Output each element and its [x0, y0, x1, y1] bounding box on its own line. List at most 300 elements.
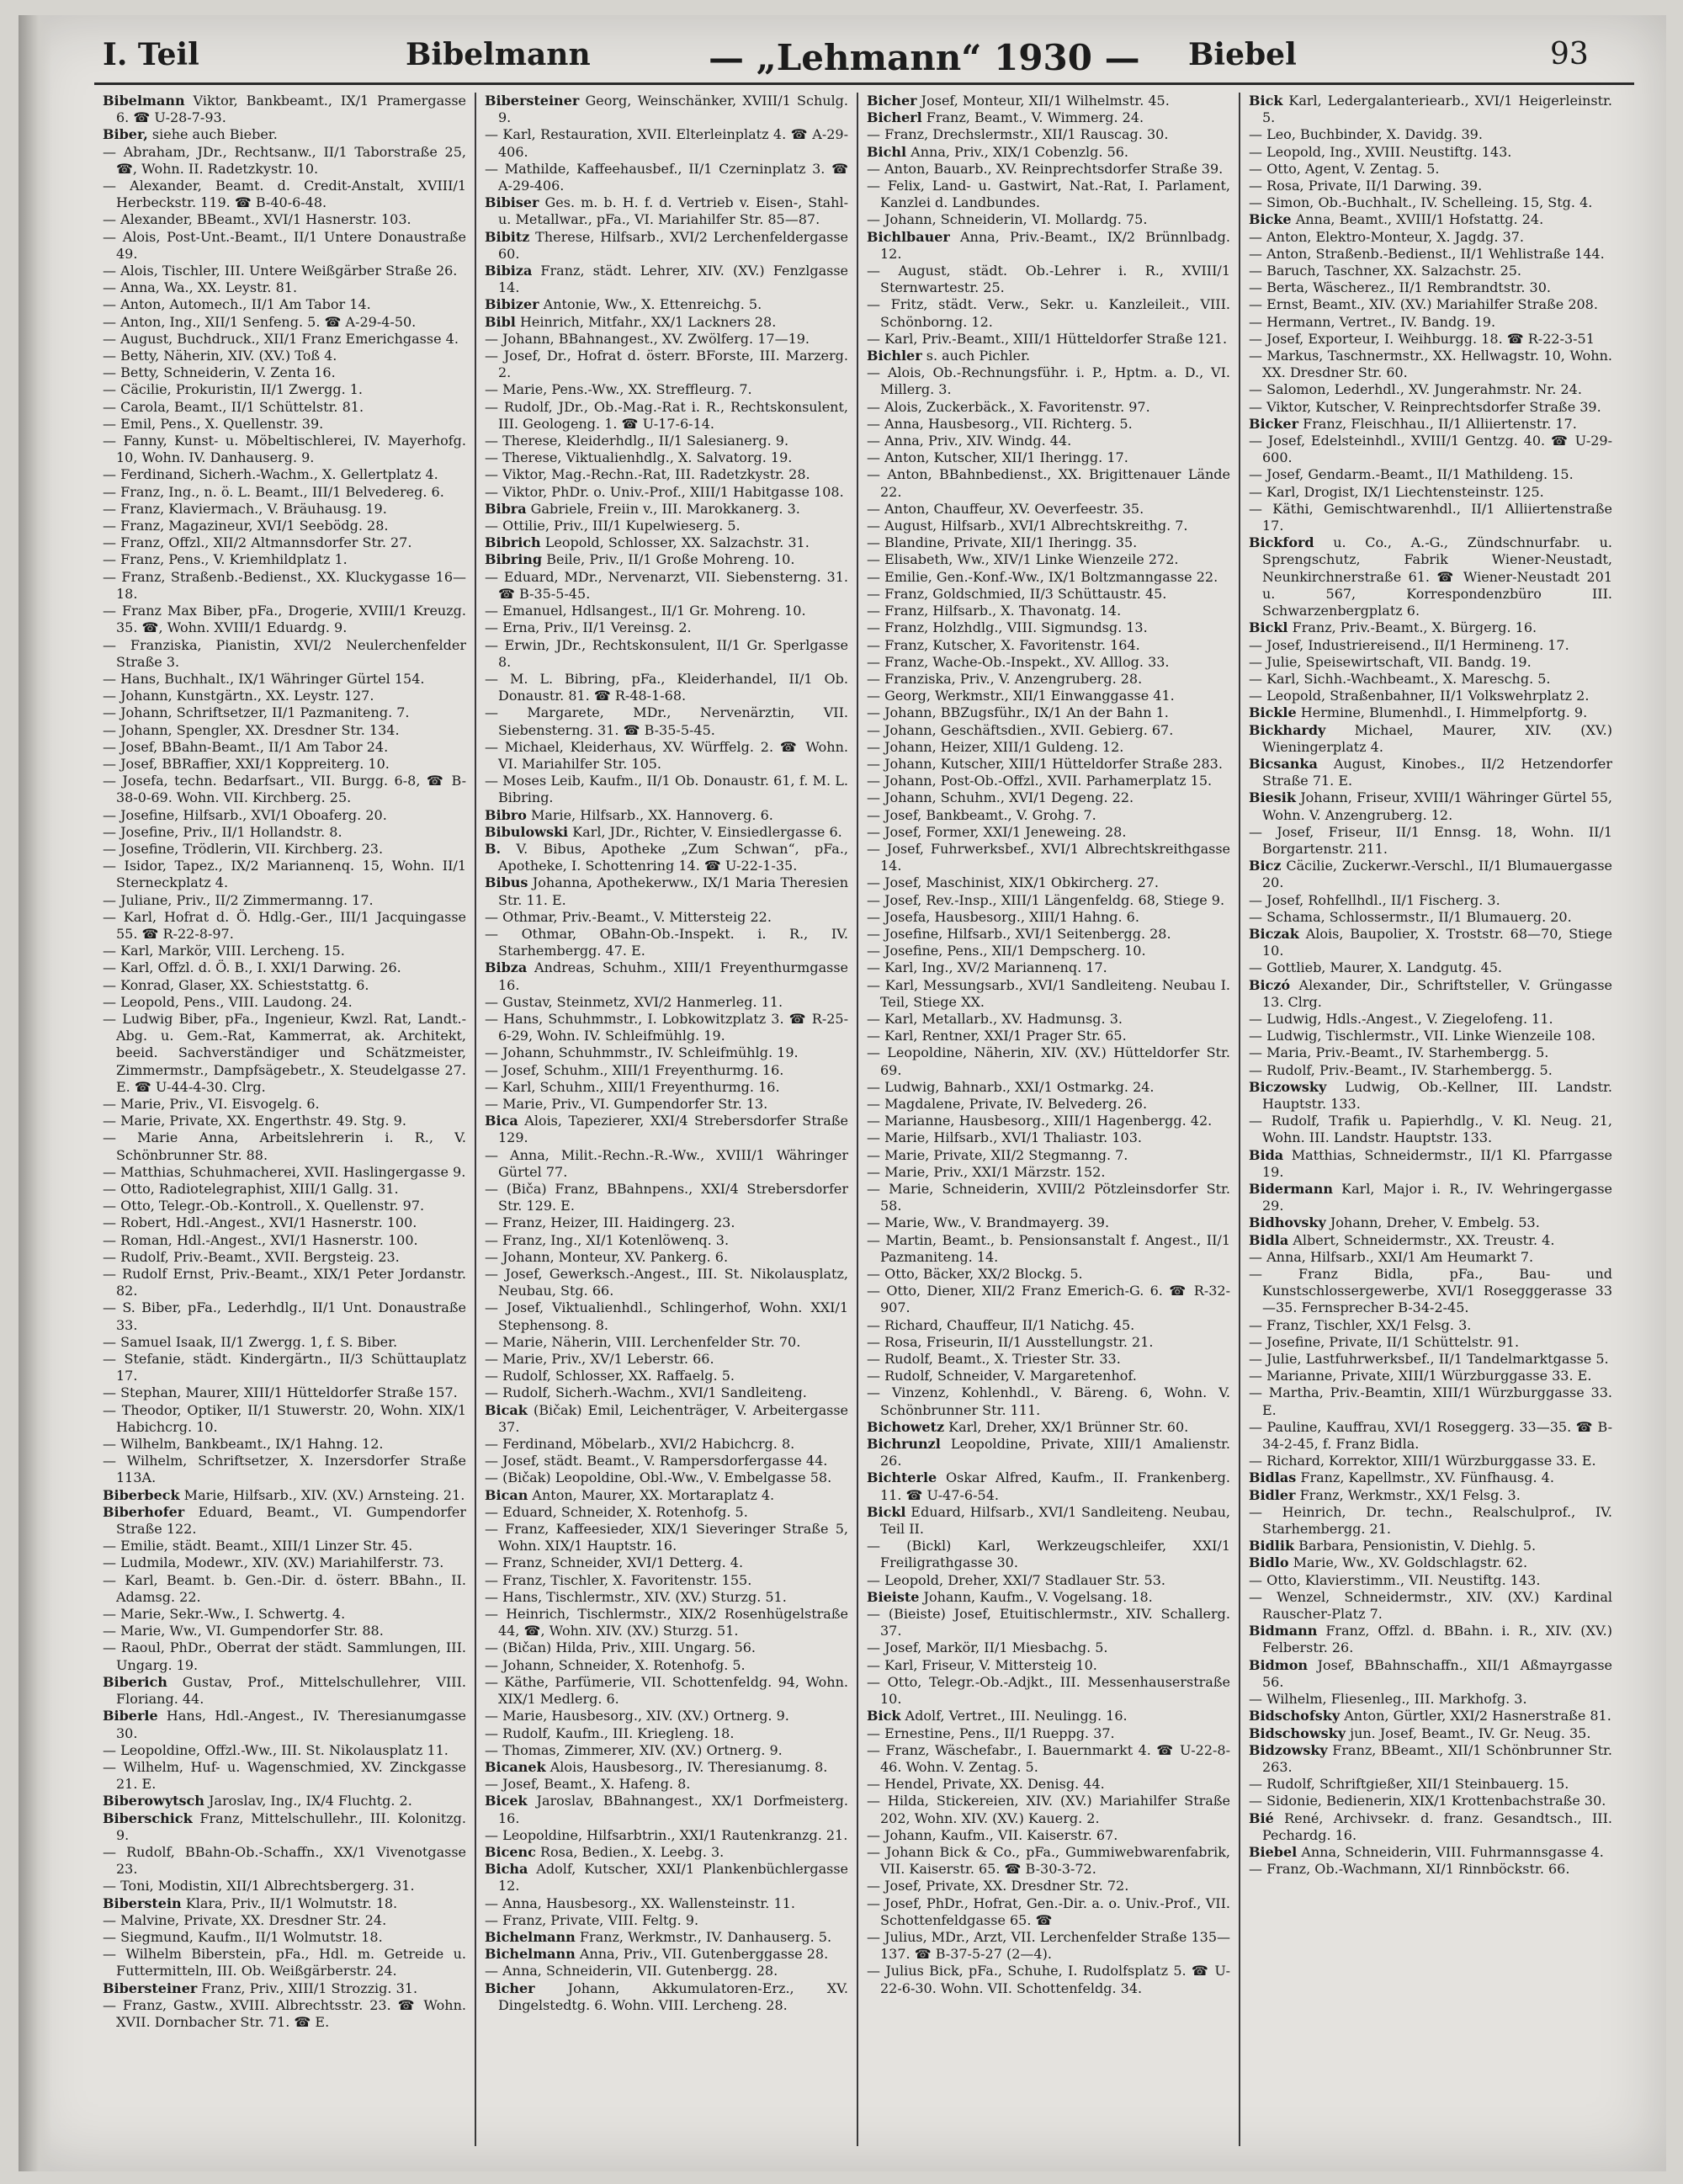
directory-entry: — Julius Bick, pFa., Schuhe, I. Rudolfsplatz 5. ☎ U-22-6-30. Wohn. VII. Schottenfeldg. 34. [867, 1963, 1230, 1996]
directory-entry: — Erwin, JDr., Rechtskonsulent, II/1 Gr. Sperlgasse 8. [485, 636, 848, 670]
directory-entry: — Marie, Priv., XXI/1 Märzstr. 152. [867, 1163, 1106, 1180]
directory-entry: Bick Adolf, Vertret., III. Neulingg. 16. [867, 1708, 1128, 1724]
directory-entry: — Josef, Schuhm., XIII/1 Freyenthurmg. 16. [485, 1061, 784, 1078]
directory-entry: Biebel Anna, Schneiderin, VIII. Fuhrmannsgasse 4. [1249, 1843, 1604, 1860]
directory-entry: — Heinrich, Dr. techn., Realschulprof., IV. Starhembergg. 21. [1249, 1503, 1612, 1538]
directory-entry: — Johann, Schriftsetzer, II/1 Pazmaniteng. 7. [103, 704, 410, 721]
directory-entry: Bickhardy Michael, Maurer, XIV. (XV.) Wieningerplatz 4. [1249, 721, 1612, 755]
directory-entry: — Anton, BBahnbedienst., XX. Brigittenauer Lände 22. [867, 466, 1230, 500]
directory-entry: — Rudolf, Schriftgießer, XII/1 Steinbauerg. 15. [1249, 1776, 1569, 1793]
directory-entry: — Franz Bidla, pFa., Bau- und Kunstschlossergewerbe, XVI/1 Rosegggerasse 33—35. Fernsprecher B-34-2-45. [1249, 1266, 1612, 1316]
directory-entry: — Marie, Priv., XV/1 Leberstr. 66. [485, 1351, 714, 1368]
directory-entry: — Johann, Heizer, XIII/1 Guldeng. 12. [867, 738, 1124, 755]
directory-entry: — Wilhelm Biberstein, pFa., Hdl. m. Getreide u. Futtermitteln, III. Ob. Weißgärberstr. 24. [103, 1946, 466, 1979]
directory-entry: — Wilhelm, Bankbeamt., IX/1 Hahng. 12. [103, 1436, 384, 1453]
directory-entry: — Franz, Kutscher, X. Favoritenstr. 164. [867, 636, 1140, 653]
directory-entry: — Fritz, städt. Verw., Sekr. u. Kanzleileit., VIII. Schönborng. 12. [867, 296, 1230, 330]
directory-entry: Bicanek Alois, Hausbesorg., IV. Theresianumg. 8. [485, 1758, 828, 1775]
directory-entry: — Otto, Telegr.-Ob.-Adjkt., III. Messenhauserstraße 10. [867, 1673, 1230, 1708]
directory-entry: — Anna, Schneiderin, VII. Gutenbergg. 28. [485, 1963, 778, 1979]
directory-entry: — Robert, Hdl.-Angest., XVI/1 Hasnerstr. 100. [103, 1214, 417, 1231]
directory-entry: Bican Anton, Maurer, XX. Mortaraplatz 4. [485, 1486, 775, 1503]
directory-entry: — Alois, Tischler, III. Untere Weißgärber Straße 26. [103, 263, 458, 279]
directory-entry: — Baruch, Taschner, XX. Salzachstr. 25. [1249, 263, 1522, 279]
directory-entry: — Johann, Post-Ob.-Offzl., XVII. Parhamerplatz 15. [867, 773, 1213, 789]
column-divider [1239, 93, 1240, 2146]
directory-entry: — Blandine, Private, XII/1 Iheringg. 35. [867, 534, 1138, 551]
directory-entry: — Erna, Priv., II/1 Vereinsg. 2. [485, 619, 692, 636]
directory-entry: — Anton, Ing., XII/1 Senfeng. 5. ☎ A-29-4-50. [103, 313, 417, 330]
directory-entry: Bicher Josef, Monteur, XII/1 Wilhelmstr. 45. [867, 93, 1170, 109]
directory-entry: Bidler Franz, Werkmstr., XX/1 Felsg. 3. [1249, 1486, 1521, 1503]
directory-entry: — Ludwig, Bahnarb., XXI/1 Ostmarkg. 24. [867, 1078, 1155, 1095]
directory-entry: Bichlbauer Anna, Priv.-Beamt., IX/2 Brünnlbadg. 12. [867, 228, 1230, 262]
directory-entry: — Rudolf, Priv.-Beamt., XVII. Bergsteig. 23. [103, 1248, 400, 1265]
directory-entry: Bida Matthias, Schneidermstr., II/1 Kl. Pfarrgasse 19. [1249, 1146, 1612, 1180]
directory-entry: — Alois, Ob.-Rechnungsführ. i. P., Hptm. a. D., VI. Millerg. 3. [867, 364, 1230, 398]
directory-entry: Bichler s. auch Pichler. [867, 348, 1031, 364]
directory-entry: — Josefine, Priv., II/1 Hollandstr. 8. [103, 823, 342, 840]
directory-entry: — August, Buchdruck., XII/1 Franz Emerichgasse 4. [103, 330, 459, 347]
directory-entry: — Josef, Viktualienhdl., Schlingerhof, Wohn. XXI/1 Stephensong. 8. [485, 1299, 848, 1333]
directory-entry: — Viktor, PhDr. o. Univ.-Prof., XIII/1 Habitgasse 108. [485, 483, 844, 500]
directory-entry: — Julie, Speisewirtschaft, VII. Bandg. 19. [1249, 653, 1532, 670]
directory-entry: — Josef, Markör, II/1 Miesbachg. 5. [867, 1639, 1108, 1656]
directory-entry: — Alexander, BBeamt., XVI/1 Hasnerstr. 103. [103, 211, 411, 228]
directory-entry: Bibro Marie, Hilfsarb., XX. Hannoverg. 6. [485, 806, 773, 823]
directory-entry: Bichowetz Karl, Dreher, XX/1 Brünner Str. 60. [867, 1418, 1189, 1435]
directory-entry: — Johann, Kaufm., VII. Kaiserstr. 67. [867, 1826, 1118, 1843]
directory-entry: — Franz, Hilfsarb., X. Thavonatg. 14. [867, 603, 1122, 619]
column-4 [1249, 93, 1612, 2146]
directory-entry: — Leopoldine, Näherin, XIV. (XV.) Hütteldorfer Str. 69. [867, 1044, 1230, 1078]
directory-entry: — Anna, Hausbesorg., VII. Richterg. 5. [867, 415, 1133, 432]
directory-entry: — Leo, Buchbinder, X. Davidg. 39. [1249, 126, 1483, 143]
directory-entry: — Rosa, Private, II/1 Darwing. 39. [1249, 178, 1483, 194]
directory-entry: — Ludwig, Hdls.-Angest., V. Ziegelofeng. 11. [1249, 1010, 1553, 1027]
directory-entry: — (Bickl) Karl, Werkzeugschleifer, XXI/1 Freiligrathgasse 30. [867, 1538, 1230, 1571]
directory-entry: — Anna, Priv., XIV. Windg. 44. [867, 433, 1072, 449]
directory-entry: Bidschofsky Anton, Gürtler, XXI/2 Hasnerstraße 81. [1249, 1708, 1611, 1724]
directory-entry: — Marie, Ww., V. Brandmayerg. 39. [867, 1214, 1110, 1231]
directory-entry: Bibl Heinrich, Mitfahr., XX/1 Lackners 28. [485, 313, 777, 330]
directory-entry: — Ernst, Beamt., XIV. (XV.) Mariahilfer Straße 208. [1249, 296, 1598, 313]
directory-entry: — Isidor, Tapez., IX/2 Mariannenq. 15, Wohn. II/1 Sterneckplatz 4. [103, 858, 466, 891]
page-number: 93 [1550, 37, 1589, 72]
directory-entry: — Otto, Klavierstimm., VII. Neustiftg. 143. [1249, 1571, 1541, 1588]
directory-entry: — Mathilde, Kaffeehausbef., II/1 Czerninplatz 3. ☎ A-29-406. [485, 160, 848, 194]
directory-entry: — Josefine, Hilfsarb., XVI/1 Oboaferg. 20. [103, 806, 387, 823]
directory-entry: — Johann Bick & Co., pFa., Gummiwebwarenfabrik, VII. Kaiserstr. 65. ☎ B-30-3-72. [867, 1843, 1230, 1878]
directory-entry: — Leopoldine, Hilfsarbtrin., XXI/1 Rautenkranzg. 21. [485, 1826, 848, 1843]
directory-entry: — Wenzel, Schneidermstr., XIV. (XV.) Kardinal Rauscher-Platz 7. [1249, 1588, 1612, 1623]
directory-entry: — Franz, Ing., n. ö. L. Beamt., III/1 Belvedereg. 6. [103, 483, 444, 500]
directory-entry: Biber, siehe auch Bieber. [103, 126, 278, 143]
directory-entry: — Sidonie, Bedienerin, XIX/1 Krottenbachstraße 30. [1249, 1793, 1606, 1809]
directory-entry: — Rosa, Friseurin, II/1 Ausstellungstr. 21. [867, 1333, 1154, 1350]
directory-entry: — Ottilie, Priv., III/1 Kupelwieserg. 5. [485, 518, 741, 534]
directory-entry: — Marie, Hausbesorg., XIV. (XV.) Ortnerg. 9. [485, 1708, 789, 1724]
directory-entry: — Karl, Restauration, XVII. Elterleinplatz 4. ☎ A-29-406. [485, 126, 848, 160]
directory-entry: — Vinzenz, Kohlenhdl., V. Bäreng. 6, Wohn. V. Schönbrunner Str. 111. [867, 1384, 1230, 1418]
header-last-name: Biebel [1188, 37, 1297, 72]
directory-entry: Biberowytsch Jaroslav, Ing., IX/4 Fluchtg. 2. [103, 1793, 412, 1809]
directory-entry: — Karl, Messungsarb., XVI/1 Sandleiteng. Neubau I. Teil, Stiege XX. [867, 976, 1230, 1010]
directory-entry: — Hans, Schuhmmstr., I. Lobkowitzplatz 3. ☎ R-25-6-29, Wohn. IV. Schleifmühlg. 19. [485, 1010, 848, 1044]
directory-entry: Bidlo Marie, Ww., XV. Goldschlagstr. 62. [1249, 1554, 1528, 1571]
directory-entry: Bichterle Oskar Alfred, Kaufm., II. Frankenberg. 11. ☎ U-47-6-54. [867, 1469, 1230, 1503]
directory-entry: — Betty, Näherin, XIV. (XV.) Toß 4. [103, 348, 337, 364]
directory-entry: — Franz, Ing., XI/1 Kotenlöwenq. 3. [485, 1231, 730, 1248]
directory-entry: — Hilda, Stickereien, XIV. (XV.) Mariahilfer Straße 202, Wohn. XIV. (XV.) Kauerg. 2. [867, 1793, 1230, 1826]
directory-entry: — Josefa, Hausbesorg., XIII/1 Hahng. 6. [867, 908, 1139, 925]
directory-entry: — Konrad, Glaser, XX. Schieststattg. 6. [103, 976, 369, 993]
directory-entry: Bichelmann Anna, Priv., VII. Gutenberggasse 28. [485, 1946, 829, 1963]
directory-entry: — Rudolf, Schneider, V. Margaretenhof. [867, 1368, 1137, 1384]
directory-entry: — Johann, Spengler, XX. Dresdner Str. 134. [103, 721, 400, 738]
directory-entry: — Franz, Heizer, III. Haidingerg. 23. [485, 1214, 735, 1231]
directory-entry: — Viktor, Kutscher, V. Reinprechtsdorfer Straße 39. [1249, 398, 1601, 415]
directory-entry: — Gottlieb, Maurer, X. Landgutg. 45. [1249, 959, 1502, 976]
directory-entry: — Therese, Viktualienhdlg., X. Salvatorg. 19. [485, 449, 793, 466]
directory-entry: — Julius, MDr., Arzt, VII. Lerchenfelder Straße 135—137. ☎ B-37-5-27 (2—4). [867, 1928, 1230, 1963]
directory-entry: — Samuel Isaak, II/1 Zwergg. 1, f. S. Biber. [103, 1333, 398, 1350]
directory-entry: Bickl Franz, Priv.-Beamt., X. Bürgerg. 16. [1249, 619, 1537, 636]
directory-entry: — Margarete, MDr., Nervenärztin, VII. Siebensterng. 31. ☎ B-35-5-45. [485, 704, 848, 738]
directory-entry: Bibus Johanna, Apothekerww., IX/1 Maria Theresien Str. 11. E. [485, 874, 848, 908]
directory-entry: Bichelmann Franz, Werkmstr., IV. Danhauserg. 5. [485, 1928, 832, 1945]
directory-entry: — Fanny, Kunst- u. Möbeltischlerei, IV. Mayerhofg. 10, Wohn. IV. Danhauserg. 9. [103, 433, 466, 466]
directory-entry: — (Bieiste) Josef, Etuitischlermstr., XIV. Schallerg. 37. [867, 1606, 1230, 1639]
directory-entry: — Anton, Straßenb.-Bedienst., II/1 Wehlistraße 144. [1249, 245, 1605, 262]
directory-entry: — Toni, Modistin, XII/1 Albrechtsbergerg. 31. [103, 1878, 415, 1894]
directory-entry: — Johann, Schneider, X. Rotenhofg. 5. [485, 1656, 746, 1673]
directory-entry: — (Biča) Franz, BBahnpens., XXI/4 Strebersdorfer Str. 129. E. [485, 1181, 848, 1214]
directory-entry: — Johann, BBahnangest., XV. Zwölferg. 17—19. [485, 330, 810, 347]
directory-entry: — Leopold, Ing., XVIII. Neustiftg. 143. [1249, 143, 1512, 160]
directory-entry: Biczó Alexander, Dir., Schriftsteller, V. Grüngasse 13. Clrg. [1249, 976, 1612, 1010]
directory-page [19, 15, 1666, 2171]
directory-entry: Bibelmann Viktor, Bankbeamt., IX/1 Pramergasse 6. ☎ U-28-7-93. [103, 93, 466, 126]
directory-entry: — August, Hilfsarb., XVI/1 Albrechtskreithg. 7. [867, 518, 1188, 534]
directory-entry: — Franz, Drechslermstr., XII/1 Rauscag. 30. [867, 126, 1169, 143]
column-divider [475, 93, 476, 2146]
directory-entry: Bibiza Franz, städt. Lehrer, XIV. (XV.) Fenzlgasse 14. [485, 263, 848, 296]
directory-entry: — (Bičan) Hilda, Priv., XIII. Ungarg. 56. [485, 1639, 757, 1656]
directory-entry: — Cäcilie, Prokuristin, II/1 Zwergg. 1. [103, 381, 364, 398]
directory-entry: Bidschowsky jun. Josef, Beamt., IV. Gr. Neug. 35. [1249, 1724, 1591, 1741]
directory-entry: — Emil, Pens., X. Quellenstr. 39. [103, 415, 324, 432]
header-rule [94, 82, 1634, 85]
directory-entry: — Otto, Radiotelegraphist, XIII/1 Gallg. 31. [103, 1181, 399, 1197]
directory-entry: — Georg, Werkmstr., XII/1 Einwanggasse 41. [867, 688, 1175, 704]
directory-entry: Bidlas Franz, Kapellmstr., XV. Fünfhausg. 4. [1249, 1469, 1554, 1486]
directory-entry: — Anton, Kutscher, XII/1 Iheringg. 17. [867, 449, 1128, 466]
directory-entry: Biberle Hans, Hdl.-Angest., IV. Theresianumgasse 30. [103, 1708, 466, 1741]
directory-entry: — Anton, Bauarb., XV. Reinprechtsdorfer Straße 39. [867, 160, 1224, 177]
directory-entry: — Pauline, Kauffrau, XVI/1 Roseggerg. 33—35. ☎ B-34-2-45, f. Franz Bidla. [1249, 1418, 1612, 1453]
directory-entry: Bicher Johann, Akkumulatoren-Erz., XV. Dingelstedtg. 6. Wohn. VIII. Lercheng. 28. [485, 1979, 848, 2013]
directory-entry: — Rudolf Ernst, Priv.-Beamt., XIX/1 Peter Jordanstr. 82. [103, 1266, 466, 1299]
directory-entry: Bidzowsky Franz, BBeamt., XII/1 Schönbrunner Str. 263. [1249, 1741, 1612, 1775]
directory-entry: Bibulowski Karl, JDr., Richter, V. Einsiedlergasse 6. [485, 823, 842, 840]
directory-entry: — Marie, Priv., VI. Eisvogelg. 6. [103, 1095, 320, 1112]
directory-entry: Bibrich Leopold, Schlosser, XX. Salzachstr. 31. [485, 534, 810, 551]
directory-entry: — Anna, Milit.-Rechn.-R.-Ww., XVIII/1 Währinger Gürtel 77. [485, 1146, 848, 1180]
directory-entry: — Josef, Rev.-Insp., XIII/1 Längenfeldg. 68, Stiege 9. [867, 891, 1225, 908]
directory-entry: Bibiser Ges. m. b. H. f. d. Vertrieb v. Eisen-, Stahl- u. Metallwar., pFa., VI. Mariahilfer Str. 85—87. [485, 194, 848, 228]
directory-entry: — Johann, Schneiderin, VI. Mollardg. 75. [867, 211, 1148, 228]
directory-entry: — Julie, Lastfuhrwerksbef., II/1 Tandelmarktgasse 5. [1249, 1351, 1609, 1368]
directory-entry: Bicek Jaroslav, BBahnangest., XX/1 Dorfmeisterg. 16. [485, 1793, 848, 1826]
directory-entry: — Josef, BBahn-Beamt., II/1 Am Tabor 24. [103, 738, 389, 755]
directory-entry: — Leopoldine, Offzl.-Ww., III. St. Nikolausplatz 11. [103, 1741, 449, 1758]
directory-entry: — Franz, Gastw., XVIII. Albrechtsstr. 23. ☎ Wohn. XVII. Dornbacher Str. 71. ☎ E. [103, 1996, 466, 2030]
directory-entry: — Hans, Tischlermstr., XIV. (XV.) Sturzg. 51. [485, 1588, 787, 1605]
directory-entry: Bicz Cäcilie, Zuckerwr.-Verschl., II/1 Blumauergasse 20. [1249, 858, 1612, 891]
directory-entry: — Franz, Tischler, XX/1 Felsg. 3. [1249, 1316, 1472, 1333]
directory-entry: Bicha Adolf, Kutscher, XXI/1 Plankenbüchlergasse 12. [485, 1861, 848, 1894]
directory-entry: — Rudolf, Schlosser, XX. Raffaelg. 5. [485, 1368, 735, 1384]
directory-entry: — Othmar, OBahn-Ob.-Inspekt. i. R., IV. Starhembergg. 47. E. [485, 925, 848, 959]
directory-entry: Biberschick Franz, Mittelschullehr., III. Kolonitzg. 9. [103, 1809, 466, 1843]
directory-entry: — Marie, Ww., VI. Gumpendorfer Str. 88. [103, 1623, 384, 1639]
directory-entry: — Betty, Schneiderin, V. Zenta 16. [103, 364, 336, 381]
header-part: I. Teil [103, 37, 199, 72]
directory-entry: — (Bičak) Leopoldine, Obl.-Ww., V. Embelgasse 58. [485, 1469, 832, 1486]
directory-entry: — Josef, Beamt., X. Hafeng. 8. [485, 1776, 691, 1793]
directory-entry: Bica Alois, Tapezierer, XXI/4 Strebersdorfer Straße 129. [485, 1113, 848, 1146]
directory-entry: — Karl, Schuhm., XIII/1 Freyenthurmg. 16. [485, 1078, 780, 1095]
columns [96, 93, 1636, 2146]
directory-entry: — Otto, Telegr.-Ob.-Kontroll., X. Quellenstr. 97. [103, 1198, 425, 1214]
directory-entry: — Eduard, MDr., Nervenarzt, VII. Siebensterng. 31. ☎ B-35-5-45. [485, 568, 848, 602]
directory-entry: — Johann, Kunstgärtn., XX. Leystr. 127. [103, 688, 374, 704]
directory-entry: — Anton, Chauffeur, XV. Oeverfeestr. 35. [867, 500, 1144, 517]
directory-entry: — Josef, Industriereisend., II/1 Hermineng. 17. [1249, 636, 1569, 653]
directory-entry: Biberich Gustav, Prof., Mittelschullehrer, VIII. Floriang. 44. [103, 1673, 466, 1708]
directory-entry: Bidmon Josef, BBahnschaffn., XII/1 Aßmayrgasse 56. [1249, 1656, 1612, 1690]
directory-entry: — Josef, Former, XXI/1 Jeneweing. 28. [867, 823, 1127, 840]
directory-entry: — Othmar, Priv.-Beamt., V. Mittersteig 22. [485, 908, 772, 925]
directory-entry: — Johann, Geschäftsdien., XVII. Gebierg. 67. [867, 721, 1174, 738]
directory-entry: Bié René, Archivsekr. d. franz. Gesandtsch., III. Pechardg. 16. [1249, 1809, 1612, 1843]
directory-entry: — Alexander, Beamt. d. Credit-Anstalt, XVIII/1 Herbeckstr. 119. ☎ B-40-6-48. [103, 178, 466, 211]
directory-entry: — Josef, Private, XX. Dresdner Str. 72. [867, 1878, 1129, 1894]
directory-entry: Biberstein Klara, Priv., II/1 Wolmutstr. 18. [103, 1894, 398, 1911]
directory-entry: — Stephan, Maurer, XIII/1 Hütteldorfer Straße 157. [103, 1384, 458, 1401]
directory-entry: — Karl, Priv.-Beamt., XIII/1 Hütteldorfer Straße 121. [867, 330, 1228, 347]
directory-entry: — Otto, Diener, XII/2 Franz Emerich-G. 6. ☎ R-32-907. [867, 1283, 1230, 1316]
directory-entry: — Josef, Dr., Hofrat d. österr. BForste, III. Marzerg. 2. [485, 348, 848, 381]
directory-entry: — Karl, Drogist, IX/1 Liechtensteinstr. 125. [1249, 483, 1544, 500]
directory-entry: Bicsanka August, Kinobes., II/2 Hetzendorfer Straße 71. E. [1249, 755, 1612, 789]
directory-entry: — Anton, Automech., II/1 Am Tabor 14. [103, 296, 371, 313]
directory-entry: Bibring Beile, Priv., II/1 Große Mohreng. 10. [485, 551, 795, 568]
directory-entry: — Ludmila, Modewr., XIV. (XV.) Mariahilferstr. 73. [103, 1554, 444, 1571]
directory-entry: — Salomon, Lederhdl., XV. Jungerahmstr. Nr. 24. [1249, 381, 1582, 398]
directory-entry: — Marie, Schneiderin, XVIII/2 Pötzleinsdorfer Str. 58. [867, 1181, 1230, 1214]
directory-entry: — M. L. Bibring, pFa., Kleiderhandel, II/1 Ob. Donaustr. 81. ☎ R-48-1-68. [485, 670, 848, 704]
directory-entry: Bicenc Rosa, Bedien., X. Leebg. 3. [485, 1843, 725, 1860]
directory-entry: — Markus, Taschnermstr., XX. Hellwagstr. 10, Wohn. XX. Dresdner Str. 60. [1249, 348, 1612, 381]
directory-entry: Bidermann Karl, Major i. R., IV. Wehringergasse 29. [1249, 1181, 1612, 1214]
directory-entry: — Wilhelm, Fliesenleg., III. Markhofg. 3. [1249, 1691, 1527, 1708]
directory-entry: — Hans, Buchhalt., IX/1 Währinger Gürtel 154. [103, 670, 425, 687]
directory-entry: — Martha, Priv.-Beamtin, XIII/1 Würzburggasse 33. E. [1249, 1384, 1612, 1418]
directory-entry: — Anna, Wa., XX. Leystr. 81. [103, 279, 298, 296]
directory-entry: Bibra Gabriele, Freiin v., III. Marokkanerg. 3. [485, 500, 800, 517]
directory-entry: — Ferdinand, Sicherh.-Wachm., X. Gellertplatz 4. [103, 466, 438, 483]
directory-entry: — Leopold, Straßenbahner, II/1 Volkswehrplatz 2. [1249, 688, 1590, 704]
directory-entry: — Martin, Beamt., b. Pensionsanstalt f. Angest., II/1 Pazmaniteng. 14. [867, 1231, 1230, 1265]
directory-entry: — Rudolf, Kaufm., III. Kriegleng. 18. [485, 1724, 735, 1741]
directory-entry: — Karl, Markör, VIII. Lercheng. 15. [103, 943, 345, 959]
directory-entry: — Franz, Offzl., XII/2 Altmannsdorfer Str. 27. [103, 534, 412, 551]
directory-entry: — Carola, Beamt., II/1 Schüttelstr. 81. [103, 398, 364, 415]
directory-entry: — Hermann, Vertret., IV. Bandg. 19. [1249, 313, 1496, 330]
directory-entry: — Berta, Wäscherez., II/1 Rembrandtstr. 30. [1249, 279, 1551, 296]
directory-entry: — Josef, Bankbeamt., V. Grohg. 7. [867, 806, 1096, 823]
directory-entry: — Ludwig, Tischlermstr., VII. Linke Wienzeile 108. [1249, 1028, 1595, 1044]
directory-entry: — Felix, Land- u. Gastwirt, Nat.-Rat, I. Parlament, Kanzlei d. Landbundes. [867, 178, 1230, 211]
directory-entry: — Leopold, Pens., VIII. Laudong. 24. [103, 993, 353, 1010]
directory-entry: — Johann, Monteur, XV. Pankerg. 6. [485, 1248, 729, 1265]
directory-entry: Bidhovsky Johann, Dreher, V. Embelg. 53. [1249, 1214, 1540, 1231]
directory-entry: — Anna, Hausbesorg., XX. Wallensteinstr. 11. [485, 1894, 795, 1911]
directory-entry: — Josef, PhDr., Hofrat, Gen.-Dir. a. o. Univ.-Prof., VII. Schottenfeldgasse 65. ☎ [867, 1894, 1230, 1928]
directory-entry: — Josef, Edelsteinhdl., XVIII/1 Gentzg. 40. ☎ U-29-600. [1249, 433, 1612, 466]
header-title: — „Lehmann“ 1930 — [709, 37, 1140, 78]
directory-entry: — Josef, BBRaffier, XXI/1 Koppreiterg. 10. [103, 755, 390, 772]
directory-entry: Bieiste Johann, Kaufm., V. Vogelsang. 18. [867, 1588, 1153, 1605]
directory-entry: — Rudolf, JDr., Ob.-Mag.-Rat i. R., Rechtskonsulent, III. Geologeng. 1. ☎ U-17-6-14. [485, 398, 848, 432]
header-first-name: Bibelmann [406, 37, 591, 72]
directory-entry: — Josefine, Trödlerin, VII. Kirchberg. 23. [103, 840, 384, 857]
directory-entry: — Emanuel, Hdlsangest., II/1 Gr. Mohreng. 10. [485, 603, 806, 619]
directory-entry: — Franz, Holzhdlg., VIII. Sigmundsg. 13. [867, 619, 1148, 636]
directory-entry: Bickl Eduard, Hilfsarb., XVI/1 Sandleiteng. Neubau, Teil II. [867, 1503, 1230, 1538]
directory-entry: — Franz Max Biber, pFa., Drogerie, XVIII/1 Kreuzg. 35. ☎, Wohn. XVIII/1 Eduardg. 9. [103, 603, 466, 636]
directory-entry: — Josef, Friseur, II/1 Ennsg. 18, Wohn. II/1 Borgartenstr. 211. [1249, 823, 1612, 857]
directory-entry: — Malvine, Private, XX. Dresdner Str. 24. [103, 1911, 387, 1928]
directory-entry: — Marianne, Hausbesorg., XIII/1 Hagenbergg. 42. [867, 1113, 1213, 1129]
directory-entry: Bidla Albert, Schneidermstr., XX. Treustr. 4. [1249, 1231, 1555, 1248]
directory-entry: — Josef, Exporteur, I. Weihburgg. 18. ☎ R-22-3-51 [1249, 330, 1595, 347]
directory-entry: — Magdalene, Private, IV. Belvederg. 26. [867, 1095, 1148, 1112]
directory-entry: Bickle Hermine, Blumenhdl., I. Himmelpfortg. 9. [1249, 704, 1588, 721]
directory-entry: — Franz, Tischler, X. Favoritenstr. 155. [485, 1571, 752, 1588]
directory-entry: — Rudolf, Trafik u. Papierhdlg., V. Kl. Neug. 21, Wohn. III. Landstr. Hauptstr. 133. [1249, 1113, 1612, 1146]
directory-entry: Bibza Andreas, Schuhm., XIII/1 Freyenthurmgasse 16. [485, 959, 848, 993]
directory-entry: — Wilhelm, Schriftsetzer, X. Inzersdorfer Straße 113A. [103, 1453, 466, 1486]
directory-entry: Bicherl Franz, Beamt., V. Wimmerg. 24. [867, 109, 1144, 126]
page-header [69, 37, 1651, 79]
column-3 [867, 93, 1230, 2146]
directory-entry: — Franz, Klaviermach., V. Bräuhausg. 19. [103, 500, 387, 517]
directory-entry: — Karl, Sichh.-Wachbeamt., X. Mareschg. 5. [1249, 670, 1551, 687]
directory-entry: — Elisabeth, Ww., XIV/1 Linke Wienzeile 272. [867, 551, 1179, 568]
directory-entry: — Matthias, Schuhmacherei, XVII. Haslingergasse 9. [103, 1163, 466, 1180]
directory-entry: — Franziska, Priv., V. Anzengruberg. 28. [867, 670, 1143, 687]
directory-entry: Biesik Johann, Friseur, XVIII/1 Währinger Gürtel 55, Wohn. V. Anzengruberg. 12. [1249, 789, 1612, 823]
directory-entry: — Otto, Agent, V. Zentag. 5. [1249, 160, 1440, 177]
directory-entry: Bichrunzl Leopoldine, Private, XIII/1 Amalienstr. 26. [867, 1436, 1230, 1469]
directory-entry: — Ferdinand, Möbelarb., XVI/2 Habichcrg. 8. [485, 1436, 795, 1453]
directory-entry: Bidmann Franz, Offzl. d. BBahn. i. R., XIV. (XV.) Felberstr. 26. [1249, 1623, 1612, 1656]
directory-entry: B. V. Bibus, Apotheke „Zum Schwan“, pFa., Apotheke, I. Schottenring 14. ☎ U-22-1-35. [485, 840, 848, 874]
directory-entry: — S. Biber, pFa., Lederhdlg., II/1 Unt. Donaustraße 33. [103, 1299, 466, 1333]
directory-entry: Bicke Anna, Beamt., XVIII/1 Hofstattg. 24. [1249, 211, 1544, 228]
directory-entry: — Otto, Bäcker, XX/2 Blockg. 5. [867, 1266, 1083, 1283]
directory-entry: — Therese, Kleiderhdlg., II/1 Salesianerg. 9. [485, 433, 789, 449]
directory-entry: — Marie, Näherin, VIII. Lerchenfelder Str. 70. [485, 1333, 801, 1350]
directory-entry: — Emilie, städt. Beamt., XIII/1 Linzer Str. 45. [103, 1538, 413, 1554]
directory-entry: — Josef, Gendarm.-Beamt., II/1 Mathildeng. 15. [1249, 466, 1574, 483]
directory-entry: — Josef, Rohfellhdl., II/1 Fischerg. 3. [1249, 891, 1500, 908]
directory-entry: Bibersteiner Franz, Priv., XIII/1 Strozzig. 31. [103, 1979, 418, 1996]
directory-entry: — Rudolf, Sicherh.-Wachm., XVI/1 Sandleiteng. [485, 1384, 807, 1401]
directory-entry: — Alois, Post-Unt.-Beamt., II/1 Untere Donaustraße 49. [103, 228, 466, 262]
directory-entry: Bidlik Barbara, Pensionistin, V. Diehlg. 5. [1249, 1538, 1537, 1554]
directory-entry: — Josef, städt. Beamt., V. Rampersdorfergasse 44. [485, 1453, 828, 1469]
directory-entry: — Ludwig Biber, pFa., Ingenieur, Kwzl. Rat, Landt.-Abg. u. Gem.-Rat, Kammerrat, ak. Architekt, beeid. Sachverständiger und Schätzmeister, Zimmermstr., Dampfsägebetr., X. Steudelgasse 27. E. ☎ U-44-4-30. Clrg. [103, 1010, 466, 1095]
directory-entry: — Siegmund, Kaufm., II/1 Wolmutstr. 18. [103, 1928, 383, 1945]
directory-entry: — Marie, Priv., VI. Gumpendorfer Str. 13. [485, 1095, 768, 1112]
directory-entry: — Johann, Kutscher, XIII/1 Hütteldorfer Straße 283. [867, 755, 1223, 772]
directory-entry: — Johann, Schuhm., XVI/1 Degeng. 22. [867, 789, 1134, 806]
directory-entry: Bickford u. Co., A.-G., Zündschnurfabr. u. Sprengschutz, Fabrik Wiener-Neustadt, Neunkirchnerstraße 61. ☎ Wiener-Neustadt 201 u. 567, Korrespondenzbüro III. Schwarzenbergplatz 6. [1249, 534, 1612, 619]
directory-entry: — Alois, Zuckerbäck., X. Favoritenstr. 97. [867, 398, 1150, 415]
directory-entry: — Thomas, Zimmerer, XIV. (XV.) Ortnerg. 9. [485, 1741, 783, 1758]
directory-entry: — Franz, Private, VIII. Feltg. 9. [485, 1911, 699, 1928]
column-2 [485, 93, 848, 2146]
directory-entry: — Franz, Straßenb.-Bedienst., XX. Kluckygasse 16—18. [103, 568, 466, 602]
directory-entry: — Josefine, Pens., XII/1 Dempscherg. 10. [867, 943, 1146, 959]
directory-entry: — Käthi, Gemischtwarenhdl., II/1 Alliiertenstraße 17. [1249, 500, 1612, 534]
directory-entry: — Ernestine, Pens., II/1 Rueppg. 37. [867, 1724, 1115, 1741]
directory-entry: — Richard, Korrektor, XIII/1 Würzburggasse 33. E. [1249, 1453, 1596, 1469]
directory-entry: — August, städt. Ob.-Lehrer i. R., XVIII/1 Sternwartestr. 25. [867, 263, 1230, 296]
directory-entry: — Rudolf, BBahn-Ob.-Schaffn., XX/1 Vivenotgasse 23. [103, 1843, 466, 1878]
directory-entry: Biberbeck Marie, Hilfsarb., XIV. (XV.) Arnsteing. 21. [103, 1486, 465, 1503]
directory-entry: — Abraham, JDr., Rechtsanw., II/1 Taborstraße 25, ☎, Wohn. II. Radetzkystr. 10. [103, 143, 466, 177]
directory-entry: — Wilhelm, Huf- u. Wagenschmied, XV. Zinckgasse 21. E. [103, 1758, 466, 1793]
directory-entry: — Josefine, Hilfsarb., XVI/1 Seitenbergg. 28. [867, 925, 1171, 942]
directory-entry: — Karl, Friseur, V. Mittersteig 10. [867, 1656, 1097, 1673]
directory-entry: — Johann, BBZugsführ., IX/1 An der Bahn 1. [867, 704, 1169, 721]
directory-entry: — Rudolf, Priv.-Beamt., IV. Starhembergg. 5. [1249, 1061, 1553, 1078]
directory-entry: — Josef, Gewerksch.-Angest., III. St. Nikolausplatz, Neubau, Stg. 66. [485, 1266, 848, 1299]
directory-entry: — Josef, Fuhrwerksbef., XVI/1 Albrechtskreithgasse 14. [867, 840, 1230, 874]
directory-entry: — Hendel, Private, XX. Denisg. 44. [867, 1776, 1105, 1793]
directory-entry: — Marie, Hilfsarb., XVI/1 Thaliastr. 103. [867, 1129, 1142, 1146]
directory-entry: — Franz, Schneider, XVI/1 Detterg. 4. [485, 1554, 744, 1571]
directory-entry: — Gustav, Steinmetz, XVI/2 Hanmerleg. 11. [485, 993, 783, 1010]
directory-entry: — Marie, Private, XII/2 Stegmanng. 7. [867, 1146, 1128, 1163]
directory-entry: — Michael, Kleiderhaus, XV. Würffelg. 2. ☎ Wohn. VI. Mariahilfer Str. 105. [485, 738, 848, 772]
directory-entry: — Karl, Rentner, XXI/1 Prager Str. 65. [867, 1028, 1127, 1044]
directory-entry: — Maria, Priv.-Beamt., IV. Starhembergg. 5. [1249, 1044, 1549, 1061]
directory-entry: — Franz, Wache-Ob.-Inspekt., XV. Alllog. 33. [867, 653, 1170, 670]
directory-entry: — Johann, Schuhmmstr., IV. Schleifmühlg. 19. [485, 1044, 799, 1061]
directory-entry: — Marie Anna, Arbeitslehrerin i. R., V. Schönbrunner Str. 88. [103, 1129, 466, 1163]
directory-entry: — Roman, Hdl.-Angest., XVI/1 Hasnerstr. 100. [103, 1231, 418, 1248]
directory-entry: — Moses Leib, Kaufm., II/1 Ob. Donaustr. 61, f. M. L. Bibring. [485, 773, 848, 806]
directory-entry: — Käthe, Parfümerie, VII. Schottenfeldg. 94, Wohn. XIX/1 Medlerg. 6. [485, 1673, 848, 1708]
directory-entry: Bicak (Bičak) Emil, Leichenträger, V. Arbeitergasse 37. [485, 1401, 848, 1435]
directory-entry: — Schama, Schlossermstr., II/1 Blumauerg. 20. [1249, 908, 1572, 925]
